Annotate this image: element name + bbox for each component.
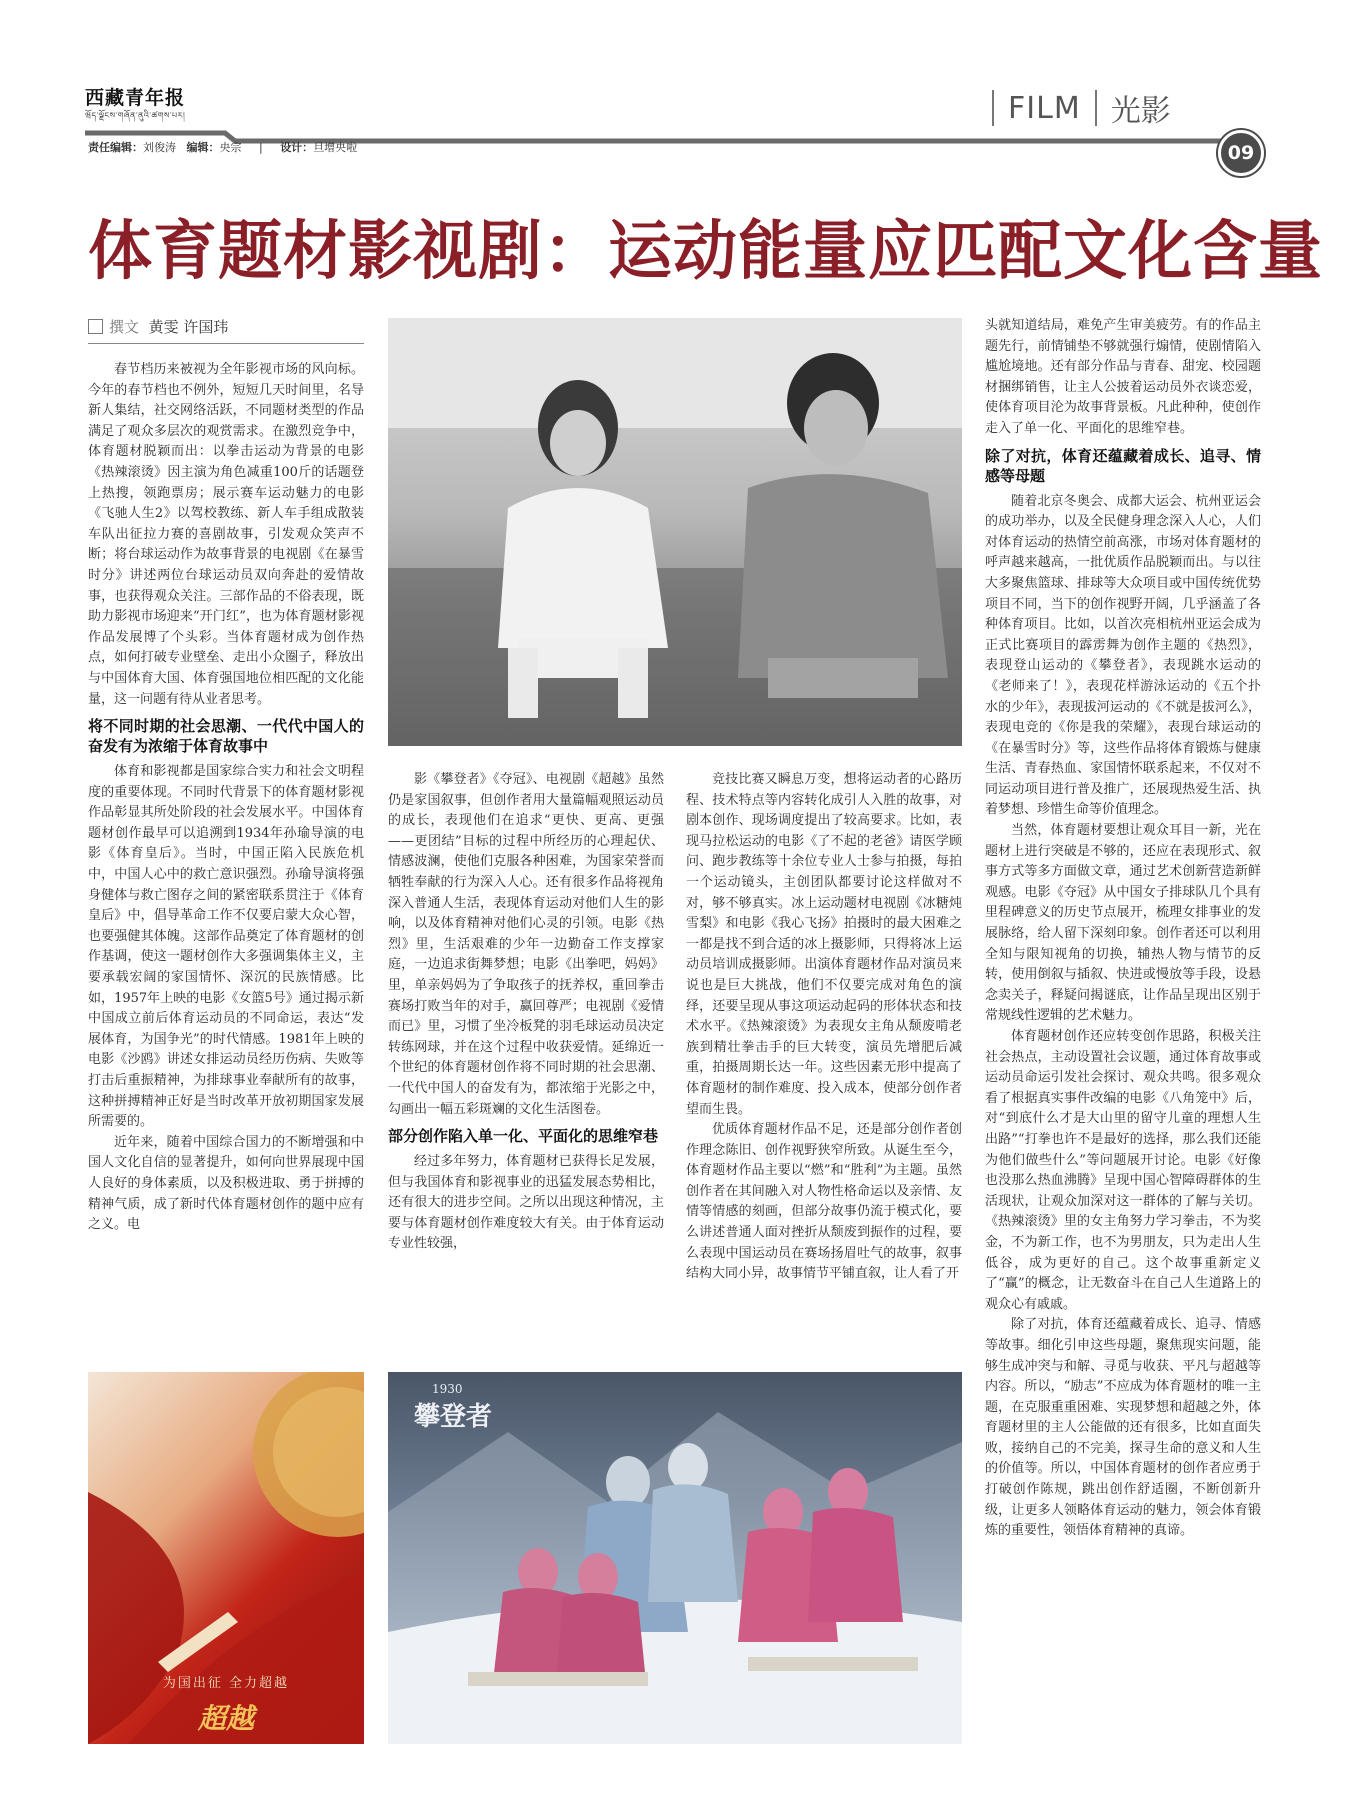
col3-paragraph-2: 优质体育题材作品不足，还是部分创作者创作理念陈旧、创作视野狭窄所致。从诞生至今，体育题材作品主要以“燃”和“胜利”为主题。虽然创作者在其间融入对人物性格命运以及亲情、友情等情感的刻画，但部分故事仍流于模式化，要么讲述普通人面对挫折从颓废到振作的过程，要么表现中国运动员在赛场扬眉吐气的故事，叙事结构大同小异，故事情节平铺直叙，让人看了开 — [686, 1122, 962, 1282]
editor2-name: 央宗 — [219, 141, 242, 154]
pen-icon — [88, 319, 103, 334]
col4-paragraph-2: 随着北京冬奥会、成都大运会、杭州亚运会的成功举办，以及全民健身理念深入人心，人们对体育运动的热情空前高涨，市场对体育题材的呼声越来越高，一批优质作品脱颖而出。与以往大多聚焦篮球、排球等大众项目或中国传统优势项目不同，当下的创作视野开阔，几乎涵盖了各种体育项目。比如，以首次亮相杭州亚运会成为正式比赛项目的霹雳舞为创作主题的《热烈》，表现登山运动的《攀登者》，表现跳水运动的《老师来了！》，表现花样游泳运动的《五个扑水的少年》，表现拔河运动的《不就是拔河么》，表现电竞的《你是我的荣耀》，表现台球运动的《在暴雪时分》等，这些作品将体育锻炼与健康生活、青春热血、家国情怀联系起来，不仅对不同运动项目进行普及推广，还展现热爱生活、执着梦想、珍惜生命等价值理念。 — [985, 493, 1261, 818]
credits-separator: | — [258, 141, 263, 154]
col2-paragraph-2: 经过多年努力，体育题材已获得长足发展，但与我国体育和影视事业的迅猛发展态势相比，还有很大的进步空间。之所以出现这种情况，主要与体育题材创作难度较大有关。由于体育运动专业性较强， — [388, 1154, 664, 1252]
byline-authors: 黄雯 许国玮 — [148, 318, 229, 336]
column-1 — [88, 360, 364, 1350]
poster-slogan: 为国出征 全力超越 — [162, 1676, 290, 1691]
poster-title: 超越 — [197, 1702, 254, 1735]
col1-subheading: 将不同时期的社会思潮、一代代中国人的奋发有为浓缩于体育故事中 — [88, 717, 364, 756]
col3-paragraph-1: 竞技比赛又瞬息万变，想将运动者的心路历程、技术特点等内容转化成引人入胜的故事，对剧本创作、现场调度提出了较高要求。比如，表现马拉松运动的电影《了不起的老爸》请医学顾问、跑步教练等十余位专业人士参与拍摄，每拍一个运动镜头，主创团队都要讨论这样做对不对，够不够真实。冰上运动题材电视剧《冰糖炖雪梨》和电影《我心飞扬》拍摄时的最大困难之一都是找不到合适的冰上摄影师，只得将冰上运动员培训成摄影师。出演体育题材作品对演员来说也是巨大挑战，他们不仅要完成对角色的演绎，还要呈现从事这项运动起码的形体状态和技术水平。《热辣滚烫》为表现女主角从颓废啃老族到精壮拳击手的巨大转变，演员先增肥后减重，拍摄周期长达一年。这些因素无形中提高了体育题材的制作难度、投入成本，使部分创作者望而生畏。 — [686, 772, 962, 1117]
col4-paragraph-5: 除了对抗，体育还蕴藏着成长、追寻、情感等故事。细化引申这些母题，聚焦现实问题，能够生成冲突与和解、寻觅与收获、平凡与超越等内容。所以，“励志”不应成为体育题材的唯一主题，在克服重重困难、实现梦想和超越之外，体育题材里的主人公能做的还有很多，比如直面失败，接纳自己的不完美，探寻生命的意义和人生的价值等。所以，中国体育题材的创作者应勇于打破创作陈规，跳出创作舒适圈，不断创新升级，让更多人领略体育运动的魅力，领会体育锻炼的重要性，领悟体育精神的真谛。 — [985, 1317, 1261, 1539]
film-still-bw-drawing — [388, 318, 962, 746]
section-label-en: FILM — [1008, 90, 1081, 126]
designer-label: 设计： — [280, 141, 314, 154]
col2-subheading: 部分创作陷入单一化、平面化的思维窄巷 — [388, 1127, 659, 1146]
section-tag — [992, 88, 1171, 128]
col4-paragraph-3: 当然，体育题材要想让观众耳目一新，光在题材上进行突破是不够的，还应在表现形式、叙事方式等多方面做文章，通过艺术创新营造新鲜观感。电影《夺冠》从中国女子排球队几个具有里程碑意义的历史节点展开，梳理女排事业的发展脉络，给人留下深刻印象。创作者还可以利用全知与限知视角的切换，辅热人物与情节的反转，使用倒叙与插叙、快进或慢放等手段，设悬念卖关子，释疑问揭谜底，让作品呈现出区别于常规线性逻辑的艺术魅力。 — [985, 823, 1261, 1024]
section-divider-mid — [1095, 90, 1097, 126]
section-divider-left — [992, 90, 994, 126]
col1-paragraph-1: 春节档历来被视为全年影视市场的风向标。今年的春节档也不例外，短短几天时间里，名导新人集结，社交网络活跃，不同题材类型的作品满足了观众多层次的观赏需求。在激烈竞争中，体育题材脱颖而出：以拳击运动为背景的电影《热辣滚烫》因主演为角色减重100斤的话题登上热搜，领跑票房；展示赛车运动魅力的电影《飞驰人生2》以驾校教练、新人车手组成散装车队出征拉力赛的喜剧故事，引发观众笑声不断；将台球运动作为故事背景的电视剧《在暴雪时分》讲述两位台球运动员双向奔赴的爱情故事，也获得观众关注。三部作品的不俗表现，既助力影视市场迎来“开门红”，也为体育题材影视作品发展博了个头彩。当体育题材成为创作热点，如何打破专业壁垒、走出小众圈子，释放出与中国体育大国、体育强国地位相匹配的文化能量，这一问题有待从业者思考。 — [88, 362, 364, 707]
film-still-climbers — [388, 1372, 962, 1744]
column-2 — [388, 770, 664, 1350]
page-number-badge: 09 — [1218, 130, 1264, 176]
col4-paragraph-4: 体育题材创作还应转变创作思路，积极关注社会热点，主动设置社会议题，通过体育故事或运动员命运引发社会探讨、观众共鸣。很多观众看了根据真实事件改编的电影《八角笼中》后，对“到底什么才是大山里的留守儿童的理想人生出路”“打拳也许不是最好的选择，那么我们还能为他们做些什么”等问题展开讨论。电影《好像也没那么热血沸腾》呈现中国心智障碍群体的生活现状，让观众加深对这一群体的了解与关切。《热辣滚烫》里的女主角努力学习拳击，不为奖金，不为新工作，也不为男朋友，只为走出人生低谷，成为更好的自己。这个故事重新定义了“赢”的概念，让无数奋斗在自己人生道路上的观众心有戚戚。 — [985, 1029, 1261, 1312]
byline-label: 撰文 — [109, 318, 140, 336]
masthead-tibetan: ཝོད་ལྗོངས་གཞོན་ནུའི་ཚགས་པར། — [85, 111, 186, 120]
col4-subheading: 除了对抗，体育还蕴藏着成长、追寻、情感等母题 — [985, 446, 1261, 485]
section-label-cn: 光影 — [1110, 94, 1171, 129]
poster-chaoyue — [88, 1372, 364, 1744]
col2-paragraph-1: 影《攀登者》《夺冠》、电视剧《超越》虽然仍是家国叙事，但创作者用大量篇幅观照运动员的成长，表现他们在追求“更快、更高、更强——更团结”目标的过程中所经历的心理起伏、情感波澜，使他们克服各种困难，为国家荣誉而牺牲奉献的行为深入人心。还有很多作品将视角深入普通人生活，表现体育运动对他们人生的影响，以及体育精神对他们心灵的引领。电影《热烈》里，生活艰难的少年一边勤奋工作支撑家庭，一边追求街舞梦想；电影《出拳吧，妈妈》里，单亲妈妈为了争取孩子的抚养权，重回拳击赛场打败当年的对手，赢回尊严；电视剧《爱情而已》里，习惯了坐冷板凳的羽毛球运动员决定转练网球，并在这个过程中收获爱情。延绵近一个世纪的体育题材创作将不同时期的社会思潮、一代代中国人的奋发有为，都浓缩于光影之中，勾画出一幅五彩斑斓的文化生活图卷。 — [388, 772, 664, 1117]
film-still-bw — [388, 318, 962, 746]
column-3 — [686, 770, 962, 1350]
byline — [88, 316, 364, 344]
editor2-label: 编辑： — [186, 141, 220, 154]
col4-paragraph-1: 头就知道结局，难免产生审美疲劳。有的作品主题先行，前情铺垫不够就强行煽情，使剧情陷入尴尬境地。还有部分作品与青春、甜宠、校园题材捆绑销售，让主人公披着运动员外衣谈恋爱，使体育项目沦为故事背景板。凡此种种，使创作走入了单一化、平面化的思维窄巷。 — [985, 318, 1261, 436]
credits-line — [88, 139, 357, 155]
designer-name: 旦增央啦 — [313, 141, 358, 154]
editor-name: 刘俊涛 — [143, 141, 176, 154]
column-4 — [985, 316, 1261, 1746]
col1-paragraph-2: 体育和影视都是国家综合实力和社会文明程度的重要体现。不同时代背景下的体育题材影视作品彰显其所处阶段的社会发展水平。中国体育题材创作最早可以追溯到1934年孙瑜导演的电影《体育皇后》。当时，中国正陷入民族危机中，中国人心中的救亡意识强烈。孙瑜导演将强身健体与救亡图存之间的紧密联系贯注于《体育皇后》中，倡导革命工作不仅要启蒙大众心智，也要强健其体魄。这部作品奠定了体育题材的创作基调，使这一题材创作大多强调集体主义，主要承载宏阔的家国情怀、深沉的民族情感。比如，1957年上映的电影《女篮5号》通过揭示新中国成立前后体育运动员的不同命运，表达“发展体育，为国争光”的时代情感。1981年上映的电影《沙鸥》讲述女排运动员经历伤病、失败等打击后重振精神，为排球事业奉献所有的故事，这种拼搏精神正好是当时改革开放初期国家发展所需要的。 — [88, 764, 364, 1130]
masthead-title: 西藏青年报 — [85, 87, 186, 109]
still2-title: 攀登者 — [414, 1402, 493, 1432]
editor-label: 责任编辑： — [88, 141, 143, 154]
col1-paragraph-3: 近年来，随着中国综合国力的不断增强和中国人文化自信的显著提升，如何向世界展现中国人良好的身体素质，以及积极进取、勇于拼搏的精神气质，成了新时代体育题材创作的题中应有之义。电 — [88, 1134, 364, 1233]
still2-year: 1930 — [432, 1382, 463, 1396]
article-headline: 体育题材影视剧：运动能量应匹配文化含量 — [88, 215, 1323, 289]
